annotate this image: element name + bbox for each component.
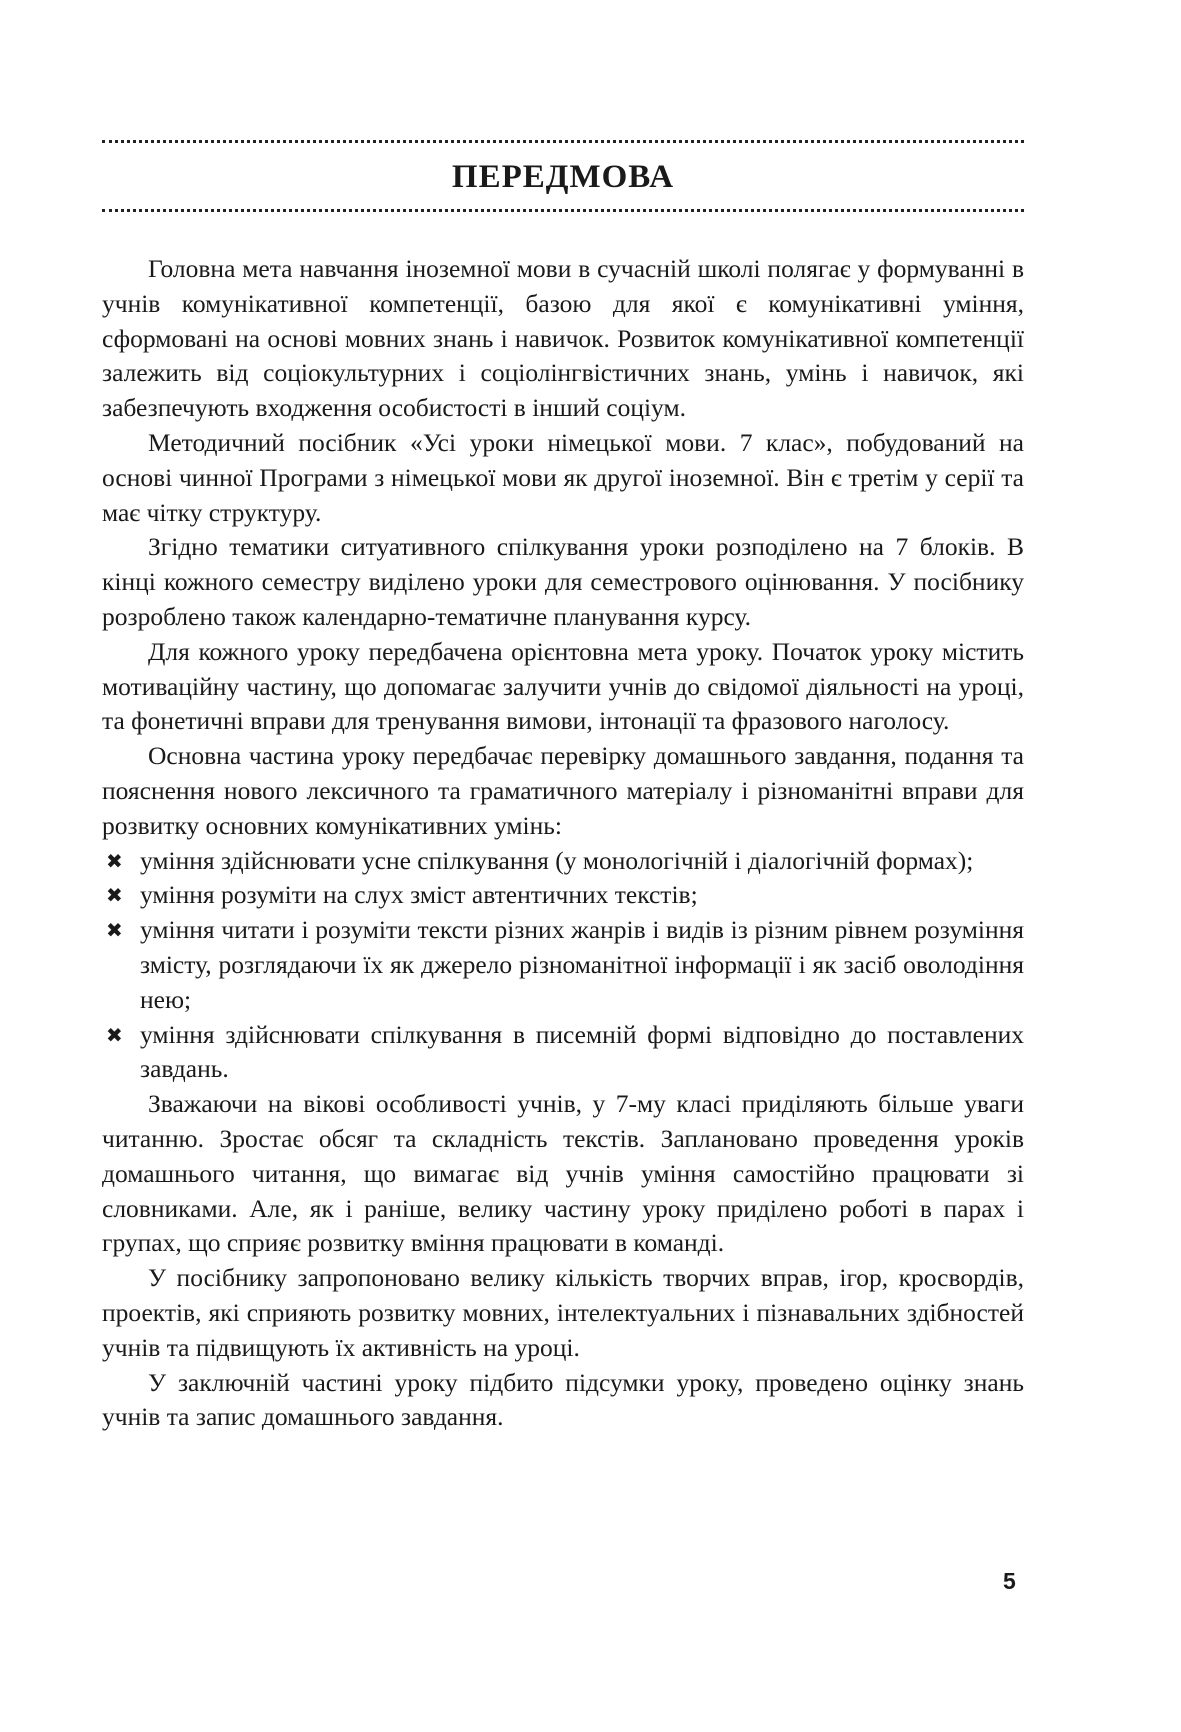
paragraph-manual: Методичний посібник «Усі уроки німецької мови. 7 клас», побудований на основі чинної Програми з німецької мови як другої іноземної. Він є третім у серії та має чітку структуру.: [102, 427, 1024, 527]
list-item-text: уміння здійснювати спілкування в писемній формі відповідно до поставлених завдань.: [140, 1019, 1024, 1084]
top-dotted-rule: [102, 140, 1024, 143]
page: [102, 140, 1024, 1435]
paragraph-blocks: Згідно тематики ситуативного спілкування уроки розподілено на 7 блоків. В кінці кожного семестру виділено уроки для семестрового оцінювання. У посібнику розроблено також календарно-тематичне планування курсу.: [102, 532, 1024, 631]
paragraph-main-part: Основна частина уроку передбачає перевірку домашнього завдання, подання та пояснення нового лексичного та граматичного матеріалу і різноманітні вправи для розвитку основних комунікативних умінь:: [102, 741, 1024, 840]
paragraph-lesson-start: Для кожного уроку передбачена орієнтовна мета уроку. Початок уроку містить мотиваційну частину, що допомагає залучити учнів до свідомої діяльності на уроці, та фонетичні вправи для тренування вимови, інтонації та фразового наголосу.: [102, 636, 1024, 736]
cross-bullet-icon: ✖: [106, 1022, 123, 1047]
list-item: [106, 878, 1024, 913]
list-item-text: уміння здійснювати усне спілкування (у монологічній і діалогічній формах);: [140, 845, 974, 875]
paragraph-creative: У посібнику запропоновано велику кількість творчих вправ, ігор, кросвордів, проектів, які сприяють розвитку мовних, інтелектуальних і пізнавальних здібностей учнів та підвищують їх активність на уроці.: [102, 1263, 1024, 1362]
bottom-dotted-rule: [102, 209, 1024, 212]
cross-bullet-icon: ✖: [106, 883, 123, 908]
paragraph-intro: Головна мета навчання іноземної мови в сучасній школі полягає у формуванні в учнів комунікативної компетенції, базою для якої є комунікативні уміння, сформовані на основі мовних знань і навичок. Розвиток комунікативної компетенції залежить від соціокультурних і соціолінгвістичних знань, умінь і навичок, які забезпечують входження особистості в інший соціум.: [102, 254, 1024, 423]
list-item-text: уміння розуміти на слух зміст автентичних текстів;: [140, 880, 698, 910]
cross-bullet-icon: ✖: [106, 918, 123, 943]
list-item: [106, 1018, 1024, 1088]
list-item: [106, 844, 1024, 879]
page-number: 5: [1003, 1568, 1016, 1594]
body-text: [102, 252, 1024, 1435]
cross-bullet-icon: ✖: [106, 848, 123, 873]
paragraph-conclusion: У заключній частині уроку підбито підсумки уроку, проведено оцінку знань учнів та запис домашнього завдання.: [102, 1367, 1024, 1432]
list-item: [106, 913, 1024, 1017]
skills-list: [102, 844, 1024, 1088]
list-item-text: уміння читати і розуміти тексти різних жанрів і видів із різним рівнем розуміння змісту, розглядаючи їх як джерело різноманітної інформації і як засіб оволодіння нею;: [140, 915, 1024, 1014]
page-title: ПЕРЕДМОВА: [451, 159, 675, 195]
paragraph-reading: Зважаючи на вікові особливості учнів, у 7-му класі приділяють більше уваги читанню. Зростає обсяг та складність текстів. Заплановано проведення уроків домашнього читання, що вимагає від учнів уміння самостійно працювати зі словниками. Але, як і раніше, велику частину уроку приділено роботі в парах і групах, що сприяє розвитку вміння працювати в команді.: [102, 1089, 1024, 1258]
